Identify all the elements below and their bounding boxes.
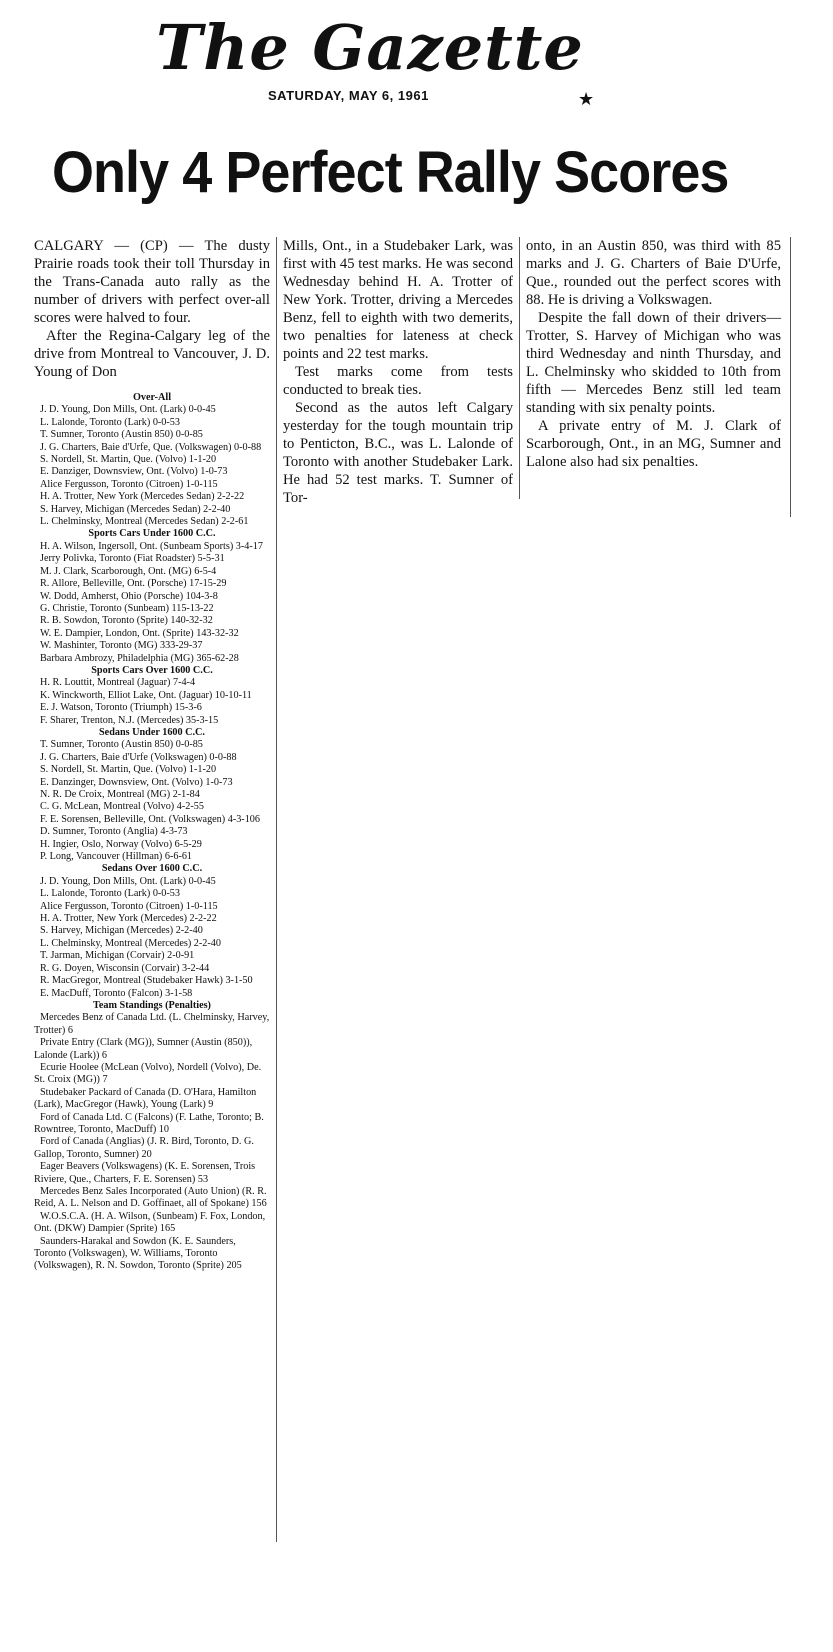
result-entry: J. G. Charters, Baie d'Urfe (Volkswagen) 0-0-88 <box>40 751 237 763</box>
article-column-1 <box>34 237 270 381</box>
result-entry: J. G. Charters, Baie d'Urfe, Que. (Volkswagen) 0-0-88 <box>40 441 262 453</box>
result-entry: K. Winckworth, Elliot Lake, Ont. (Jaguar) 10-10-11 <box>40 689 252 701</box>
column-divider <box>276 237 277 1542</box>
result-entry: L. Chelminsky, Montreal (Mercedes) 2-2-40 <box>40 937 221 949</box>
results-section-heading: Sports Cars Under 1600 C.C. <box>88 528 216 540</box>
paragraph: Test marks come from tests conducted to break ties. <box>283 364 513 398</box>
result-entry: L. Lalonde, Toronto (Lark) 0-0-53 <box>40 888 180 900</box>
result-entry: W. Dodd, Amherst, Ohio (Porsche) 104-3-8 <box>40 590 218 602</box>
result-entry: F. Sharer, Trenton, N.J. (Mercedes) 35-3-15 <box>40 714 219 726</box>
results-section-heading: Sedans Under 1600 C.C. <box>99 726 205 738</box>
article-column-3 <box>526 237 781 471</box>
results-section-heading: Sports Cars Over 1600 C.C. <box>91 664 213 676</box>
paragraph: Mills, Ont., in a Studebaker Lark, was first with 45 test marks. He was second Wednesday behind H. A. Trotter of New York. Trotter, driving a Mercedes Benz, fell to eighth with two demerits, two penalties for lateness at check points and 22 test marks. <box>283 238 513 362</box>
result-entry: H. A. Trotter, New York (Mercedes Sedan) 2-2-22 <box>40 491 245 503</box>
result-entry: Mercedes Benz Sales Incorporated (Auto Union) (R. R. Reid, A. L. Nelson and D. Goffinaet, all of Spokane) 156 <box>34 1186 267 1210</box>
result-entry: N. R. De Croix, Montreal (MG) 2-1-84 <box>40 789 200 800</box>
result-entry: M. J. Clark, Scarborough, Ont. (MG) 6-5-4 <box>40 565 217 577</box>
result-entry: R. MacGregor, Montreal (Studebaker Hawk) 3-1-50 <box>40 975 253 987</box>
result-entry: T. Sumner, Toronto (Austin 850) 0-0-85 <box>40 739 203 751</box>
star-icon: ★ <box>578 89 595 109</box>
result-entry: F. E. Sorensen, Belleville, Ont. (Volkswagen) 4-3-106 <box>40 813 260 825</box>
result-entry: J. D. Young, Don Mills, Ont. (Lark) 0-0-45 <box>40 875 216 887</box>
result-entry: Ford of Canada Ltd. C (Falcons) (F. Lathe, Toronto; B. Rowntree, Toronto, MacDuff) 10 <box>34 1111 264 1135</box>
result-entry: Jerry Polivka, Toronto (Fiat Roadster) 5-5-31 <box>40 553 225 565</box>
result-entry: W. E. Dampier, London, Ont. (Sprite) 143-32-32 <box>40 627 239 639</box>
result-entry: J. D. Young, Don Mills, Ont. (Lark) 0-0-45 <box>40 404 216 416</box>
result-entry: C. G. McLean, Montreal (Volvo) 4-2-55 <box>40 801 204 813</box>
result-entry: R. B. Sowdon, Toronto (Sprite) 140-32-32 <box>40 615 213 627</box>
result-entry: P. Long, Vancouver (Hillman) 6-6-61 <box>40 851 193 863</box>
result-entry: T. Sumner, Toronto (Austin 850) 0-0-85 <box>40 429 203 441</box>
result-entry: Barbara Ambrozy, Philadelphia (MG) 365-62-28 <box>40 652 239 664</box>
result-entry: E. J. Watson, Toronto (Triumph) 15-3-6 <box>40 702 202 714</box>
result-entry: Mercedes Benz of Canada Ltd. (L. Chelminsky, Harvey, Trotter) 6 <box>34 1012 270 1036</box>
paragraph: Despite the fall down of their drivers—Trotter, S. Harvey of Michigan who was third Wednesday and ninth Thursday, and L. Chelminsky who skidded to 10th from fifth — Mercedes Benz still led team standing with six penalty points. <box>526 310 781 416</box>
results-list <box>34 392 270 1273</box>
column-divider <box>790 237 791 517</box>
result-entry: R. G. Doyen, Wisconsin (Corvair) 3-2-44 <box>40 962 210 974</box>
result-entry: W.O.S.C.A. (H. A. Wilson, (Sunbeam) F. Fox, London, Ont. (DKW) Dampier (Sprite) 165 <box>34 1210 266 1235</box>
result-entry: Studebaker Packard of Canada (D. O'Hara, Hamilton (Lark), MacGregor (Hawk), Young (Lark) 9 <box>34 1086 257 1111</box>
result-entry: G. Christie, Toronto (Sunbeam) 115-13-22 <box>40 602 214 614</box>
newspaper-title: The Gazette <box>156 11 584 84</box>
paragraph: After the Regina-Calgary leg of the drive from Montreal to Vancouver, J. D. Young of Don <box>34 328 270 380</box>
result-entry: Alice Fergusson, Toronto (Citroen) 1-0-115 <box>40 900 218 912</box>
headline: Only 4 Perfect Rally Scores <box>52 140 729 205</box>
result-entry: H. A. Trotter, New York (Mercedes) 2-2-22 <box>40 913 217 925</box>
paragraph: onto, in an Austin 850, was third with 85 marks and J. G. Charters of Baie D'Urfe, Que., rounded out the perfect scores with 88. He is driving a Volkswagen. <box>526 238 781 308</box>
result-entry: H. A. Wilson, Ingersoll, Ont. (Sunbeam Sports) 3-4-17 <box>40 540 263 552</box>
result-entry: H. Ingier, Oslo, Norway (Volvo) 6-5-29 <box>40 838 202 850</box>
result-entry: L. Lalonde, Toronto (Lark) 0-0-53 <box>40 416 180 428</box>
paragraph: A private entry of M. J. Clark of Scarborough, Ont., in an MG, Sumner and Lalone also had six penalties. <box>526 418 781 470</box>
results-section-heading: Team Standings (Penalties) <box>93 999 211 1011</box>
result-entry: S. Harvey, Michigan (Mercedes) 2-2-40 <box>40 925 203 937</box>
result-entry: Eager Beavers (Volkswagens) (K. E. Sorensen, Trois Riviere, Que., Charters, F. E. Sorensen) 53 <box>34 1161 256 1185</box>
result-entry: Ford of Canada (Anglias) (J. R. Bird, Toronto, D. G. Gallop, Toronto, Sumner) 20 <box>34 1136 254 1160</box>
paragraph: Second as the autos left Calgary yesterday for the tough mountain trip to Penticton, B.C., was L. Lalonde of Toronto with another Studebaker Lark. He had 52 test marks. T. Sumner of Tor- <box>283 400 513 506</box>
result-entry: E. Danziger, Downsview, Ont. (Volvo) 1-0-73 <box>40 466 228 478</box>
result-entry: D. Sumner, Toronto (Anglia) 4-3-73 <box>40 826 188 838</box>
result-entry: H. R. Louttit, Montreal (Jaguar) 7-4-4 <box>40 677 196 689</box>
result-entry: E. MacDuff, Toronto (Falcon) 3-1-58 <box>40 987 193 999</box>
result-entry: Saunders-Harakal and Sowdon (K. E. Saunders, Toronto (Volkswagen), W. Williams, Toronto (Volkswagen), R. N. Sowdon, Toronto (Sprite) 205 <box>34 1235 242 1272</box>
article-column-2 <box>283 237 513 507</box>
result-entry: R. Allore, Belleville, Ont. (Porsche) 17-15-29 <box>40 578 227 590</box>
paragraph: CALGARY — (CP) — The dusty Prairie roads took their toll Thursday in the Trans-Canada auto rally as the number of drivers with perfect over-all scores were halved to four. <box>34 238 270 326</box>
result-entry: W. Mashinter, Toronto (MG) 333-29-37 <box>40 640 203 652</box>
result-entry: Ecurie Hoolee (McLean (Volvo), Nordell (Volvo), De. St. Croix (MG)) 7 <box>34 1061 262 1086</box>
result-entry: E. Danzinger, Downsview, Ont. (Volvo) 1-0-73 <box>40 776 233 788</box>
result-entry: S. Nordell, St. Martin, Que. (Volvo) 1-1-20 <box>40 454 217 466</box>
masthead <box>0 8 833 108</box>
results-section-heading: Over-All <box>132 392 172 403</box>
result-entry: Private Entry (Clark (MG)), Sumner (Austin (850)), Lalonde (Lark)) 6 <box>34 1037 253 1061</box>
dateline: SATURDAY, MAY 6, 1961 <box>268 88 429 103</box>
result-entry: T. Jarman, Michigan (Corvair) 2-0-91 <box>40 950 195 962</box>
result-entry: S. Harvey, Michigan (Mercedes Sedan) 2-2-40 <box>40 503 231 515</box>
results-section-heading: Sedans Over 1600 C.C. <box>101 863 203 875</box>
result-entry: S. Nordell, St. Martin, Que. (Volvo) 1-1-20 <box>40 764 217 776</box>
result-entry: Alice Fergusson, Toronto (Citroen) 1-0-115 <box>40 478 218 490</box>
column-divider <box>519 237 520 499</box>
result-entry: L. Chelminsky, Montreal (Mercedes Sedan) 2-2-61 <box>40 516 249 528</box>
